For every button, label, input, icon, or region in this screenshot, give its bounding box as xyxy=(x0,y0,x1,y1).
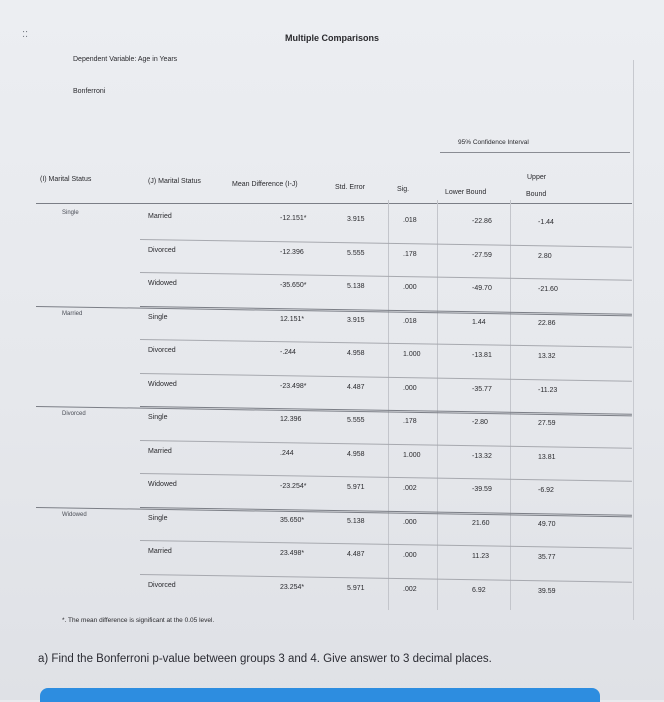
dependent-variable-label: Dependent Variable: Age in Years xyxy=(73,56,178,63)
cell-ub: 22.86 xyxy=(538,319,556,327)
cell-lb: -39.59 xyxy=(472,486,492,494)
cell-md: -23.254* xyxy=(280,483,307,491)
cell-md: 23.254* xyxy=(280,583,305,591)
cell-lb: -2.80 xyxy=(472,419,488,427)
cell-md: 35.650* xyxy=(280,516,305,524)
col-divider xyxy=(510,200,511,610)
row-divider xyxy=(140,239,632,248)
cell-sig: .018 xyxy=(403,317,417,325)
cell-md: 12.396 xyxy=(280,416,302,424)
cell-lb: -22.86 xyxy=(472,218,492,226)
col-header-upper-2: Bound xyxy=(526,191,547,198)
cell-j: Single xyxy=(148,313,168,321)
cell-lb: -27.59 xyxy=(472,251,492,259)
cell-md: -12.151* xyxy=(280,215,307,223)
cell-j: Divorced xyxy=(148,581,176,589)
cell-se: 4.487 xyxy=(347,551,365,559)
cell-se: 3.915 xyxy=(347,216,365,224)
cell-j: Widowed xyxy=(148,280,177,287)
ci-header: 95% Confidence Interval xyxy=(458,139,529,146)
row-divider xyxy=(140,306,632,315)
cell-md: .244 xyxy=(280,449,294,457)
row-divider xyxy=(140,574,632,583)
cell-sig: .178 xyxy=(403,250,417,258)
group-divider xyxy=(36,507,632,517)
row-divider xyxy=(140,473,632,482)
ci-divider xyxy=(440,152,630,153)
cell-sig: .178 xyxy=(403,418,417,426)
row-divider xyxy=(140,373,632,382)
cell-sig: .002 xyxy=(403,485,417,493)
group-divider xyxy=(36,406,632,416)
cell-se: 5.971 xyxy=(347,584,365,592)
group-divider xyxy=(36,306,632,316)
cell-ub: -1.44 xyxy=(538,219,554,227)
cell-se: 5.555 xyxy=(347,417,365,425)
col-header-sig: Sig. xyxy=(397,186,410,193)
col-header-mean-diff: Mean Difference (I-J) xyxy=(232,181,298,188)
method-label: Bonferroni xyxy=(73,88,106,95)
cell-j: Widowed xyxy=(148,481,177,488)
cell-j: Divorced xyxy=(148,246,176,254)
cell-md: -.244 xyxy=(280,349,296,357)
cell-ub: 13.81 xyxy=(538,453,556,461)
col-header-lower: Lower Bound xyxy=(445,189,487,196)
cell-ub: -11.23 xyxy=(538,386,558,394)
table-title: Multiple Comparisons xyxy=(284,33,379,43)
cell-lb: 6.92 xyxy=(472,586,486,594)
cell-ub: -21.60 xyxy=(538,286,558,294)
cell-ub: 27.59 xyxy=(538,420,556,428)
col-divider xyxy=(437,200,438,610)
cell-lb: 21.60 xyxy=(472,519,490,527)
footnote: *. The mean difference is significant at the 0.05 level. xyxy=(62,617,215,624)
cell-lb: -13.32 xyxy=(472,452,492,460)
cell-sig: .002 xyxy=(403,585,417,593)
group-label-i: Married xyxy=(62,310,83,317)
page-edge xyxy=(633,60,634,620)
row-divider xyxy=(140,540,632,549)
group-label-i: Widowed xyxy=(62,511,87,518)
cell-se: 4.958 xyxy=(347,350,365,358)
cell-ub: 2.80 xyxy=(538,252,552,260)
col-header-std-error: Std. Error xyxy=(335,184,365,191)
cell-md: -23.498* xyxy=(280,382,307,390)
cell-se: 5.971 xyxy=(347,484,365,492)
cell-se: 4.487 xyxy=(347,383,365,391)
cell-sig: .000 xyxy=(403,552,417,560)
cell-sig: .018 xyxy=(403,217,417,225)
cell-j: Single xyxy=(148,514,168,522)
cell-j: Married xyxy=(148,447,172,455)
cell-sig: .000 xyxy=(403,284,417,292)
cell-lb: 1.44 xyxy=(472,318,486,326)
row-divider xyxy=(140,440,632,449)
cell-j: Married xyxy=(148,213,172,220)
row-divider xyxy=(140,339,632,348)
col-header-upper-1: Upper xyxy=(527,174,547,181)
cell-se: 5.555 xyxy=(347,249,365,257)
cell-sig: .000 xyxy=(403,384,417,392)
col-header-j: (J) Marital Status xyxy=(148,178,201,185)
cell-md: -35.650* xyxy=(280,282,307,290)
cell-se: 4.958 xyxy=(347,450,365,458)
cell-se: 5.138 xyxy=(347,283,365,291)
cell-j: Single xyxy=(148,414,168,421)
cell-lb: -49.70 xyxy=(472,285,492,293)
cell-ub: 49.70 xyxy=(538,520,556,528)
drag-handle-icon: :: xyxy=(22,28,29,40)
cell-lb: -35.77 xyxy=(472,385,492,393)
cell-sig: .000 xyxy=(403,518,417,526)
row-divider xyxy=(140,507,632,516)
cell-sig: 1.000 xyxy=(403,351,421,359)
cell-lb: 11.23 xyxy=(472,553,489,561)
cell-sig: 1.000 xyxy=(403,451,421,459)
cell-j: Widowed xyxy=(148,380,177,388)
cell-ub: -6.92 xyxy=(538,487,554,495)
group-label-i: Divorced xyxy=(62,411,86,417)
cell-ub: 13.32 xyxy=(538,353,556,361)
question-text: a) Find the Bonferroni p-value between groups 3 and 4. Give answer to 3 decimal places. xyxy=(38,653,492,665)
cell-lb: -13.81 xyxy=(472,352,492,360)
col-divider xyxy=(388,200,389,610)
group-label-i: Single xyxy=(62,210,79,216)
cell-md: -12.396 xyxy=(280,248,304,256)
cell-ub: 39.59 xyxy=(538,587,556,595)
cell-se: 5.138 xyxy=(347,517,365,525)
cell-j: Divorced xyxy=(148,347,176,354)
cell-ub: 35.77 xyxy=(538,554,556,562)
header-rule xyxy=(36,203,632,204)
col-header-i: (I) Marital Status xyxy=(40,176,92,183)
cell-md: 12.151* xyxy=(280,315,305,323)
cell-se: 3.915 xyxy=(347,316,365,324)
cell-md: 23.498* xyxy=(280,550,305,558)
row-divider xyxy=(140,272,632,281)
cell-j: Married xyxy=(148,548,172,555)
